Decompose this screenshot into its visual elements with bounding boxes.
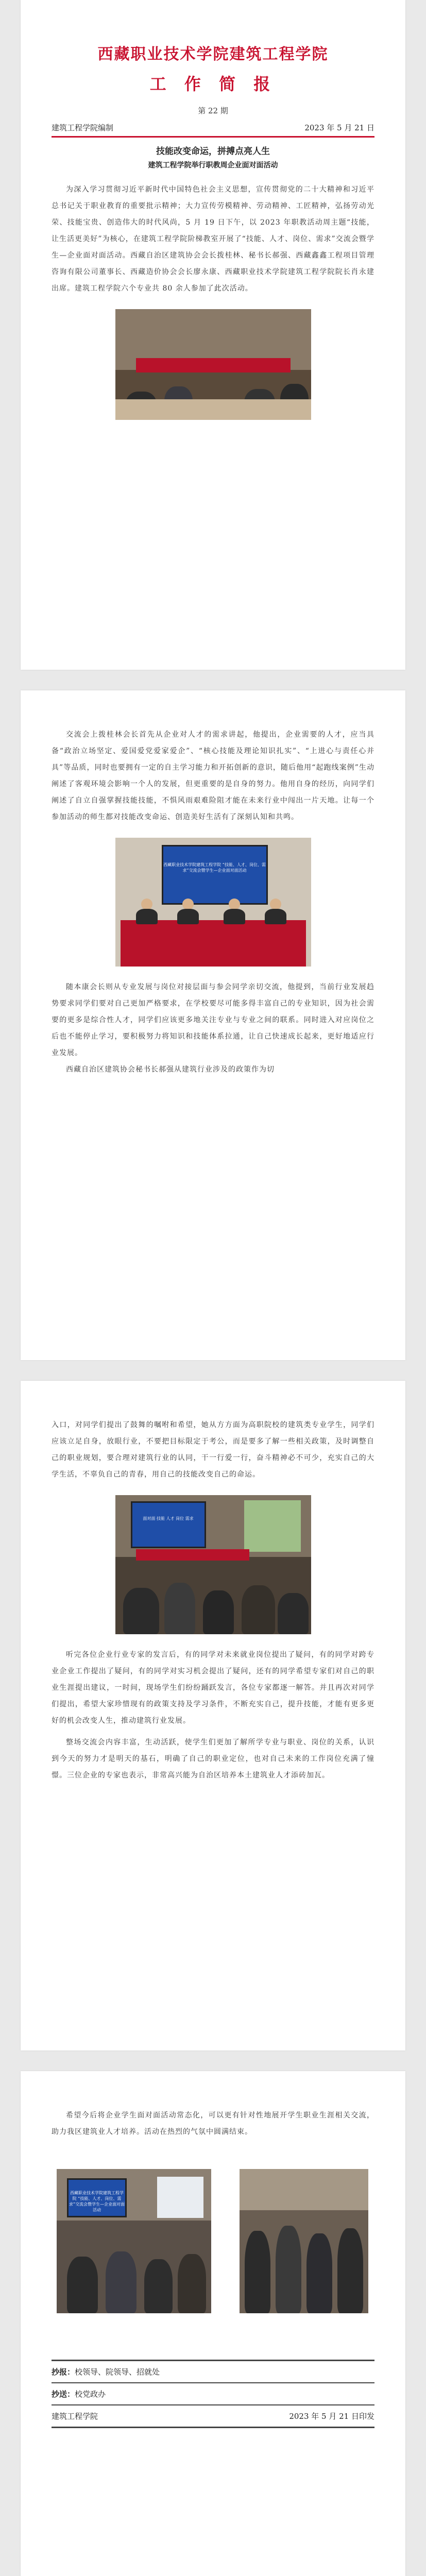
- subhead: 建筑工程学院举行职教周企业面对面活动: [148, 161, 278, 170]
- print-date: 2023 年 5 月 21 日印发: [289, 2412, 374, 2421]
- paragraph-7: 希望今后将企业学生面对面活动常态化，可以更有针对性地展开学生职业生涯相关交流，助力我区建筑业人才培养。活动在热烈的气氛中圆满结束。: [52, 2111, 374, 2136]
- issue-number: 第 22 期: [198, 106, 228, 115]
- photo-4: [57, 2169, 211, 2313]
- photo-3: [115, 1495, 311, 1634]
- masthead-title: 西藏职业技术学院建筑工程学院: [97, 45, 329, 63]
- paragraph-5: 听完各位企业行业专家的发言后，有的同学对未来就业岗位提出了疑问，有的同学对跨专业企业工作提出了疑问，有的同学对实习机会提出了疑问，还有的同学希望专家们对自己的职业生涯提出建议，一时间，现场学生们纷纷踊跃发言，各位专家都逐一解答。并且再次对同学们提出，希望大家珍惜现有的政策支持及学习条件，不断充实自己，提升技能，才能有更多更好的机会改变人生，推动建筑行业发展。: [52, 1651, 374, 1725]
- page-1: [21, 0, 405, 670]
- photo-3-banner: 面对面 技能 人才 岗位 需求: [143, 1516, 194, 1521]
- paragraph-4-start: 西藏自治区建筑协会秘书长郝强从建筑行业涉及的政策作为切: [66, 1065, 275, 1074]
- page-3: [21, 1381, 405, 2050]
- cc-report-row: [52, 2360, 374, 2383]
- editor-line: [52, 122, 374, 138]
- masthead-subtitle: 工 作 简 报: [149, 74, 277, 94]
- page-2: [21, 690, 405, 1360]
- cc-report-label: 抄报：: [52, 2367, 75, 2377]
- photo-4-banner: 西藏职业技术学院建筑工程学院 “技能、人才、岗位、需求”交流会暨学生—企业面对面活动: [69, 2191, 125, 2212]
- cc-send-value: 校党政办: [75, 2389, 106, 2399]
- paragraph-4-continued: 入口，对同学们提出了鼓舞的嘱咐和希望，她从方方面为高职院校的建筑类专业学生，同学们应该立足自身，放眼行业，不要把目标限定于考公，而是要多了解一些相关政策，及时调整自己的职业规划，要合理对建筑行业的认同，干一行爱一行，奋斗精神必不可少，充实自己的大学生活，不辜负自己的青春，用自己的技能改变自己的命运。: [52, 1421, 374, 1479]
- paragraph-1: 为深入学习贯彻习近平新时代中国特色社会主义思想，宣传贯彻党的二十大精神和习近平总书记关于职业教育的重要批示精神；大力宣传劳模精神、劳动精神、工匠精神，弘扬劳动光荣、技能宝贵、创造伟大的时代风尚，5 月 19 日下午，以 2023 年职教活动周主题“技能，让生活更美好”为核心，在建筑工程学院阶梯教室开展了“技能、人才、岗位、需求”交流会暨学生—企业面对面活动。西藏自治区建筑协会会长拨桂林、秘书长郝强、西藏鑫鑫工程项目管理咨询有限公司董事长、西藏造价协会会长廖永康、西藏职业技术学院建筑工程学院院长肖永建出席。建筑工程学院六个专业共 80 余人参加了此次活动。: [52, 185, 374, 293]
- paragraph-3: 随本康会长则从专业发展与岗位对接层面与参会同学亲切交流，他提到，当前行业发展趋势要求同学们要对自己更加严格要求，在学校要尽可能多得丰富自己的专业知识，因为社会需要的更多是综合性人才，同学们应该更多地关注专业与专业之间的联系。同时进入对应岗位之后也不能停止学习，要积极努力将知识和技能体系拉通，让自己快速成长起来，更好地适应行业发展。: [52, 983, 374, 1057]
- headline: 技能改变命运，拼搏点亮人生: [156, 146, 270, 157]
- photo-2-banner: 西藏职业技术学院建筑工程学院 “技能、人才、岗位、需求”交流会暨学生—企业面对面活动: [163, 862, 266, 873]
- photo-1: [115, 309, 311, 420]
- cc-send-label: 抄送：: [52, 2389, 75, 2399]
- page-4: [21, 2071, 405, 2576]
- paragraph-6: 整场交流会内容丰富，生动活跃，使学生们更加了解所学专业与职业、岗位的关系，认识到今天的努力才是明天的基石，明确了自己的职业定位，也对自己未来的工作岗位充满了憧憬。三位企业的专家也表示，非常高兴能为自治区培养本土建筑业人才添砖加瓦。: [52, 1738, 374, 1780]
- paragraph-2: 交流会上拨桂林会长首先从企业对人才的需求讲起，他提出，企业需要的人才，应当具备“政治立场坚定、爱国爱党爱家爱企”、“核心技能及理论知识扎实”、“上进心与责任心并具”等品质，同时也要拥有一定的自主学习能力和开拓创新的意识，随后他用“起跑线案例”生动阐述了客观环境会影响一个人的发展，但更重要的是自身的努力。他用自身的经历，向同学们阐述了自立自强掌握技能技能，不惧风雨艰难险阻才能在未来行业中闯出一片天地。让每一个参加活动的师生都对技能改变命运、创造美好生活有了深刻认知和共鸣。: [52, 731, 374, 821]
- cc-report-value: 校领导、院领导、招就处: [75, 2367, 160, 2377]
- cc-send-row: [52, 2383, 374, 2405]
- distribution-footer: [52, 2360, 374, 2428]
- masthead: [52, 41, 374, 95]
- photo-2: [115, 838, 311, 967]
- issuer: 建筑工程学院: [52, 2412, 98, 2421]
- editor: 建筑工程学院编制: [52, 123, 114, 132]
- issue-date: 2023 年 5 月 21 日: [304, 123, 374, 132]
- issuer-row: [52, 2405, 374, 2428]
- photo-5: [240, 2169, 368, 2313]
